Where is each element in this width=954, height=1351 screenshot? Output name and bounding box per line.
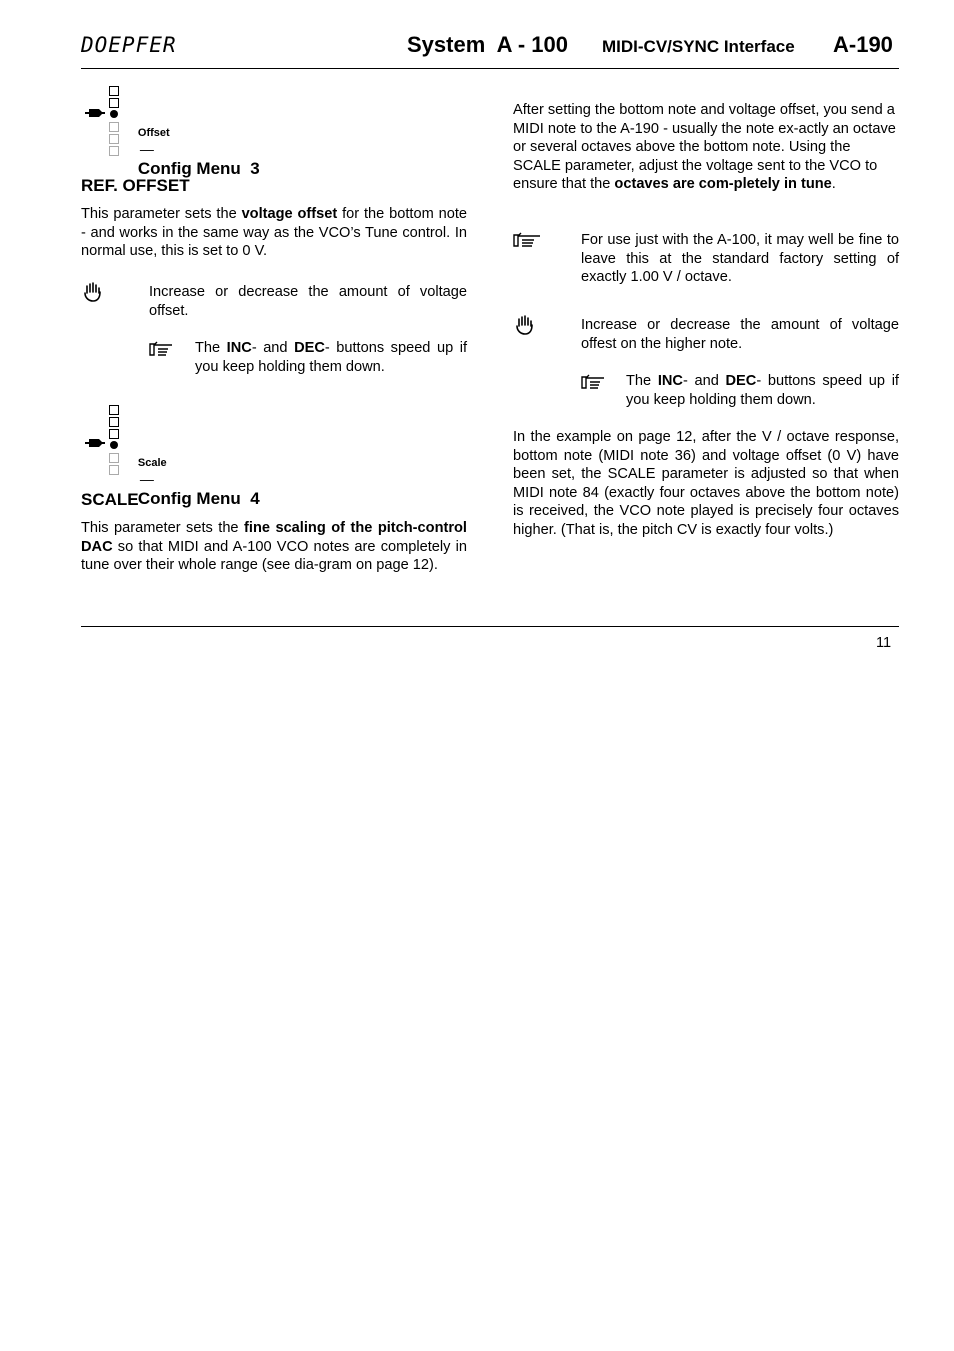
pointing-hand-icon: [581, 373, 607, 395]
config-menu-4: [129, 435, 260, 509]
scale-paragraph: This parameter sets the fine scaling of the pitch-control DAC so that MIDI and A-100 VCO notes are completely in tune over their whole range (see dia-gram on page 12).: [81, 520, 467, 573]
scale-heading: SCALE: [81, 490, 139, 509]
led-indicator-menu4: [109, 405, 119, 477]
pointing-hand-icon: [149, 340, 175, 362]
menu4-dash: —: [139, 471, 154, 487]
footer-rule: [81, 626, 899, 627]
pointing-hand-icon: [513, 231, 543, 253]
hand-icon: [514, 314, 536, 342]
menu4-title: Config Menu 4: [137, 489, 260, 508]
right-paragraph-1: After setting the bottom note and voltage offset, you send a MIDI note to the A-190 - usually the note ex-actly an octave or several octaves above the bottom note. Using the SCALE parameter, adjust the voltage sent to the VCO to ensure that the octaves are com-pletely in tune.: [513, 102, 896, 192]
system-title: System A - 100: [407, 32, 569, 57]
menu4-label: Scale: [137, 457, 167, 469]
module-name: MIDI-CV/SYNC Interface: [602, 37, 795, 56]
right-tip-2: The INC- and DEC- buttons speed up if you keep holding them down.: [626, 373, 899, 408]
ref-offset-tip: The INC- and DEC- buttons speed up if you keep holding them down.: [195, 340, 467, 375]
menu3-label: Offset: [137, 127, 170, 139]
right-hand-note: Increase or decrease the amount of voltage offest on the higher note.: [581, 317, 899, 352]
config-menu-3: [129, 105, 260, 179]
plug-icon: [84, 106, 106, 123]
right-tip-1: For use just with the A-100, it may well be fine to leave this at the standard factory setting of exactly 1.00 V / octave.: [581, 232, 899, 285]
right-paragraph-2: In the example on page 12, after the V / octave response, bottom note (MIDI note 36) and voltage offset (0 V) have been set, the SCALE parameter is adjusted so that when MIDI note 84 (exactly four octaves above the bottom note) is received, the VCO note played is precisely four octaves higher. (That is, the pitch CV is exactly four volts.): [513, 429, 899, 538]
menu3-title: Config Menu 3: [137, 159, 260, 178]
header-rule: [81, 68, 899, 69]
led-indicator-menu3: [109, 86, 119, 158]
ref-offset-paragraph: This parameter sets the voltage offset for the bottom note - and works in the same way as the VCO’s Tune control. In normal use, this is set to 0 V.: [81, 206, 468, 259]
page-number: 11: [876, 635, 892, 651]
module-code: A-190: [833, 32, 893, 57]
ref-offset-heading: REF. OFFSET: [81, 176, 190, 195]
doepfer-logo: DOEPFER: [81, 33, 177, 57]
menu3-dash: —: [139, 141, 154, 157]
hand-icon: [82, 281, 104, 309]
ref-offset-hand-note: Increase or decrease the amount of voltage offset.: [149, 284, 467, 319]
plug-icon: [84, 436, 106, 453]
